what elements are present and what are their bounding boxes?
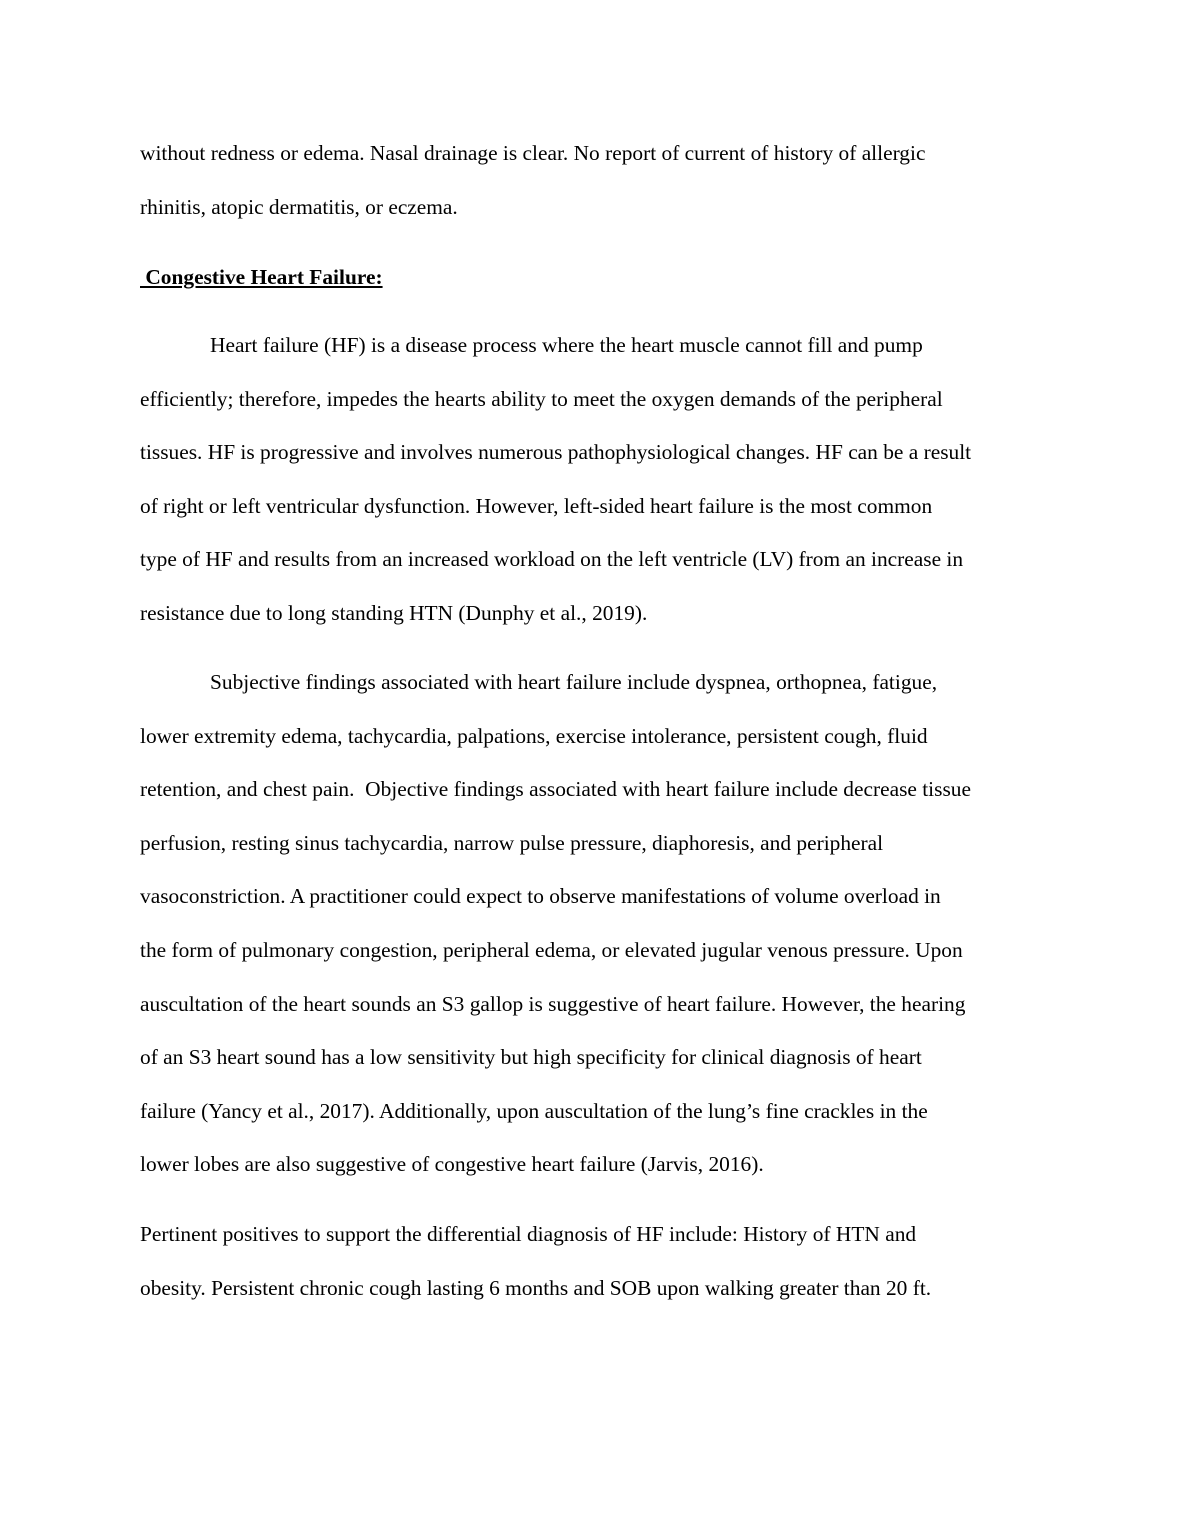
text-line: Pertinent positives to support the differential diagnosis of HF include: History of HTN and bbox=[140, 1222, 917, 1246]
text-line: the form of pulmonary congestion, peripheral edema, or elevated jugular venous pressure. Upon bbox=[140, 937, 963, 962]
hf-definition-paragraph bbox=[140, 319, 1060, 641]
text-line: of an S3 heart sound has a low sensitivity but high specificity for clinical diagnosis of heart bbox=[140, 1045, 922, 1070]
text-line: Heart failure (HF) is a disease process where the heart muscle cannot fill and pump bbox=[210, 333, 923, 357]
section-heading: Congestive Heart Failure: bbox=[140, 265, 383, 289]
pertinent-positives-paragraph bbox=[140, 1208, 1060, 1315]
text-line: auscultation of the heart sounds an S3 gallop is suggestive of heart failure. However, the hearing bbox=[140, 991, 966, 1016]
text-line: without redness or edema. Nasal drainage is clear. No report of current of history of allergic bbox=[140, 141, 926, 165]
text-line: tissues. HF is progressive and involves numerous pathophysiological changes. HF can be a result bbox=[140, 440, 972, 465]
text-line: efficiently; therefore, impedes the hearts ability to meet the oxygen demands of the peripheral bbox=[140, 386, 943, 411]
text-line: resistance due to long standing HTN (Dunphy et al., 2019). bbox=[140, 600, 648, 625]
text-line: obesity. Persistent chronic cough lasting 6 months and SOB upon walking greater than 20 ft. bbox=[140, 1275, 932, 1300]
text-line: retention, and chest pain. Objective findings associated with heart failure include decrease tissue bbox=[140, 777, 971, 802]
text-line: perfusion, resting sinus tachycardia, narrow pulse pressure, diaphoresis, and peripheral bbox=[140, 830, 884, 855]
text-line: Subjective findings associated with heart failure include dyspnea, orthopnea, fatigue, bbox=[210, 670, 938, 694]
findings-paragraph bbox=[140, 656, 1060, 1192]
text-line: failure (Yancy et al., 2017). Additionally, upon auscultation of the lung’s fine crackles in the bbox=[140, 1098, 928, 1123]
text-line: vasoconstriction. A practitioner could expect to observe manifestations of volume overload in bbox=[140, 884, 941, 909]
text-line: lower lobes are also suggestive of congestive heart failure (Jarvis, 2016). bbox=[140, 1152, 764, 1177]
text-line: of right or left ventricular dysfunction. However, left-sided heart failure is the most common bbox=[140, 493, 933, 518]
text-line: rhinitis, atopic dermatitis, or eczema. bbox=[140, 194, 458, 219]
text-line: type of HF and results from an increased workload on the left ventricle (LV) from an increase in bbox=[140, 547, 964, 572]
intro-paragraph bbox=[140, 127, 1060, 234]
text-line: lower extremity edema, tachycardia, palpations, exercise intolerance, persistent cough, fluid bbox=[140, 723, 928, 748]
